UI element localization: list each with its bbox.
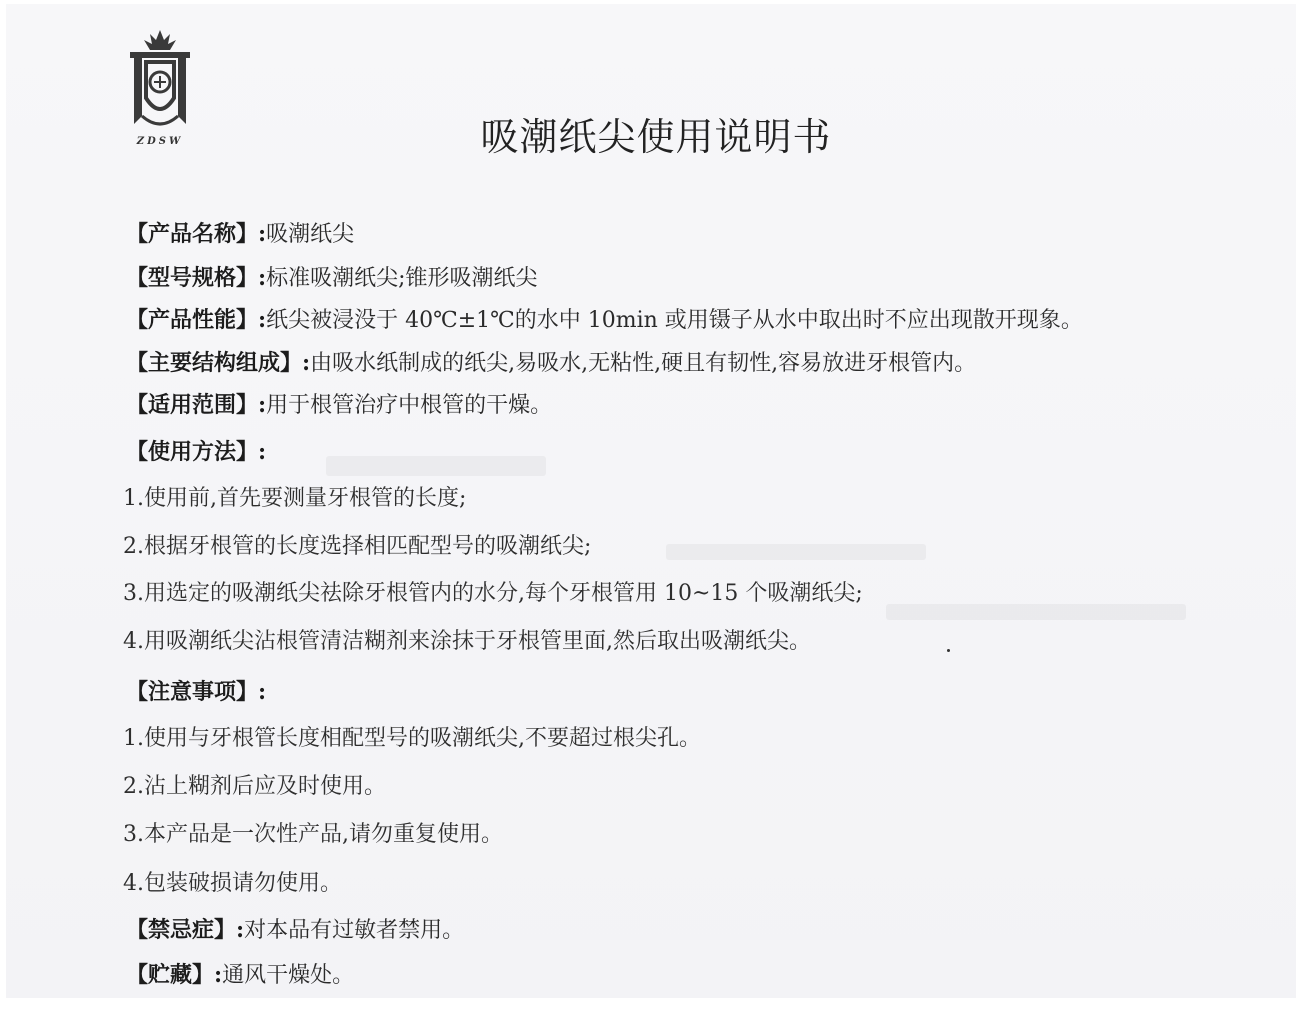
field-value: 用于根管治疗中根管的干燥。 bbox=[266, 393, 553, 418]
scan-smudge bbox=[326, 456, 546, 476]
usage-step: 1.使用前,首先要测量牙根管的长度; bbox=[123, 486, 467, 511]
note-item: 4.包装破损请勿使用。 bbox=[123, 871, 342, 896]
scan-smudge bbox=[886, 604, 1186, 620]
stray-dot bbox=[947, 649, 950, 652]
field-performance bbox=[126, 306, 1083, 335]
field-model bbox=[126, 264, 538, 293]
field-storage bbox=[126, 961, 354, 990]
field-structure bbox=[126, 349, 976, 378]
notes-heading bbox=[126, 678, 266, 707]
field-label: 【禁忌症】: bbox=[126, 917, 245, 943]
usage-step: 2.根据牙根管的长度选择相匹配型号的吸潮纸尖; bbox=[123, 534, 592, 559]
field-label: 【产品性能】: bbox=[126, 307, 267, 333]
document-title: 吸潮纸尖使用说明书 bbox=[480, 115, 832, 159]
field-label: 【适用范围】: bbox=[126, 392, 267, 418]
field-value: 通风干燥处。 bbox=[222, 963, 355, 988]
field-label: 【产品名称】: bbox=[126, 221, 267, 247]
field-product-name bbox=[126, 220, 354, 249]
note-item: 2.沾上糊剂后应及时使用。 bbox=[123, 774, 386, 799]
field-value: 对本品有过敏者禁用。 bbox=[244, 918, 465, 943]
field-label: 【贮藏】: bbox=[126, 962, 223, 988]
note-item: 3.本产品是一次性产品,请勿重复使用。 bbox=[123, 822, 503, 847]
field-value: 纸尖被浸没于 40℃±1℃的水中 10min 或用镊子从水中取出时不应出现散开现象。 bbox=[266, 308, 1083, 333]
document-sheet bbox=[6, 4, 1296, 998]
field-value: 标准吸潮纸尖;锥形吸潮纸尖 bbox=[266, 266, 538, 291]
field-contraindication bbox=[126, 916, 464, 945]
field-scope bbox=[126, 391, 552, 420]
logo-text: ZDSW bbox=[136, 136, 184, 147]
field-label: 【主要结构组成】: bbox=[126, 350, 311, 376]
field-value: 由吸水纸制成的纸尖,易吸水,无粘性,硬且有韧性,容易放进牙根管内。 bbox=[310, 351, 977, 376]
field-value: 吸潮纸尖 bbox=[266, 222, 355, 247]
note-item: 1.使用与牙根管长度相配型号的吸潮纸尖,不要超过根尖孔。 bbox=[123, 726, 701, 751]
usage-heading bbox=[126, 438, 266, 467]
usage-step: 3.用选定的吸潮纸尖祛除牙根管内的水分,每个牙根管用 10~15 个吸潮纸尖; bbox=[123, 581, 863, 606]
section-label: 【注意事项】: bbox=[126, 679, 267, 705]
field-label: 【型号规格】: bbox=[126, 265, 267, 291]
section-label: 【使用方法】: bbox=[126, 439, 267, 465]
usage-step: 4.用吸潮纸尖沾根管清洁糊剂来涂抹于牙根管里面,然后取出吸潮纸尖。 bbox=[123, 629, 811, 654]
scan-smudge bbox=[666, 544, 926, 560]
